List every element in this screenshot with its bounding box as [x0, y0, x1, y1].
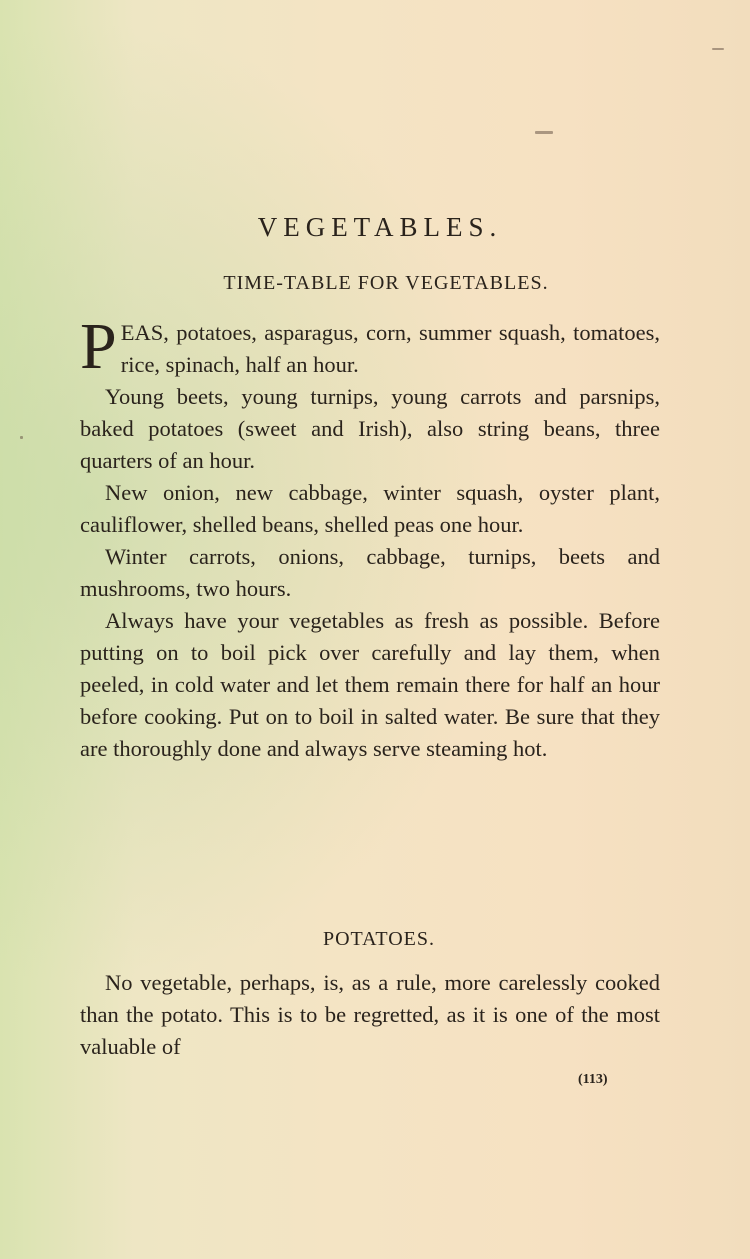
- timetable-paragraph-2: Young beets, young turnips, young carrots and parsnips, baked potatoes (sweet and Irish), also string beans, three quarters of an hour.: [80, 384, 660, 473]
- potatoes-paragraph: No vegetable, perhaps, is, as a rule, more carelessly cooked than the potato. This is to be regretted, as it is one of the most valuable of: [80, 970, 660, 1059]
- timetable-paragraph-5: Always have your vegetables as fresh as possible. Before putting on to boil pick over carefully and lay them, when peeled, in cold water and let them remain there for half an hour before cooking. Put on to boil in salted water. Be sure that they are thoroughly done and always serve steaming hot.: [80, 608, 660, 761]
- paragraph-text: EAS, potatoes, asparagus, corn, summer squash, tomatoes, rice, spinach, half an hour.: [120, 320, 660, 377]
- timetable-paragraph-1: [80, 310, 660, 383]
- potatoes-title: POTATOES.: [322, 928, 436, 950]
- page-number: (113): [578, 1072, 608, 1087]
- timetable-paragraph-3: New onion, new cabbage, winter squash, oyster plant, cauliflower, shelled beans, shelled peas one hour.: [80, 480, 660, 537]
- section-title: TIME-TABLE FOR VEGETABLES.: [223, 272, 549, 294]
- potatoes-text: [80, 967, 660, 1063]
- drop-cap: P: [80, 310, 117, 383]
- ink-speck: [712, 48, 724, 50]
- timetable-text: [80, 310, 660, 765]
- ink-speck: [535, 131, 553, 134]
- chapter-title: VEGETABLES.: [257, 212, 503, 242]
- timetable-paragraph-4: Winter carrots, onions, cabbage, turnips, beets and mushrooms, two hours.: [80, 544, 660, 601]
- ink-speck: [20, 436, 23, 439]
